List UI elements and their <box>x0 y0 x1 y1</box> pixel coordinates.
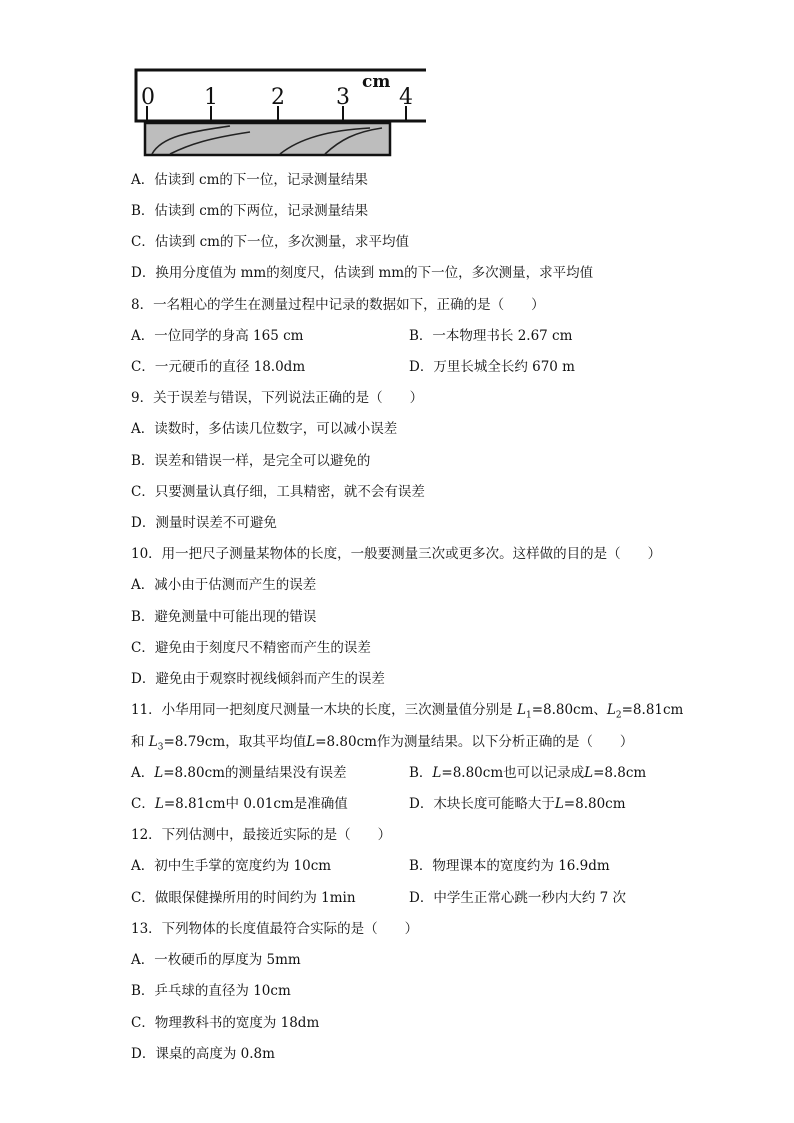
ruler-label-0: 0 <box>141 85 155 110</box>
q8-option-b: B．一本物理书长 2.67 cm <box>409 328 573 344</box>
q7-option-d: D．换用分度值为 mm的刻度尺，估读到 mm的下一位，多次测量，求平均值 <box>131 265 594 281</box>
q11-option-c: C．L=8.81cm中 0.01cm是准确值 <box>131 796 348 812</box>
q13-option-c: C．物理教科书的宽度为 18dm <box>131 1015 320 1031</box>
q7-option-b: B．估读到 cm的下两位，记录测量结果 <box>131 203 369 219</box>
q7-option-c: C．估读到 cm的下一位，多次测量，求平均值 <box>131 234 409 250</box>
q11-option-d: D．木块长度可能略大于L=8.80cm <box>409 796 626 812</box>
q12-option-c: C．做眼保健操所用的时间约为 1min <box>131 890 356 906</box>
q11-option-b: B．L=8.80cm也可以记录成L=8.8cm <box>409 765 647 781</box>
q12-stem: 12．下列估测中，最接近实际的是（ ） <box>131 827 392 843</box>
q13-option-b: B．乒乓球的直径为 10cm <box>131 983 291 999</box>
q10-option-c: C．避免由于刻度尺不精密而产生的误差 <box>131 640 371 656</box>
ruler-label-3: 3 <box>336 85 350 110</box>
q8-option-d: D．万里长城全长约 670 m <box>409 359 575 375</box>
ruler-label-1: 1 <box>204 85 218 110</box>
q10-option-d: D．避免由于观察时视线倾斜而产生的误差 <box>131 671 385 687</box>
q12-option-a: A．初中生手掌的宽度约为 10cm <box>131 858 332 874</box>
ruler-figure <box>130 66 430 158</box>
q10-option-a: A．减小由于估测而产生的误差 <box>131 577 317 593</box>
q9-option-b: B．误差和错误一样，是完全可以避免的 <box>131 453 371 469</box>
q7-option-a: A．估读到 cm的下一位，记录测量结果 <box>131 172 368 188</box>
q10-stem: 10．用一把尺子测量某物体的长度，一般要测量三次或更多次。这样做的目的是（ ） <box>131 546 662 562</box>
q13-option-d: D．课桌的高度为 0.8m <box>131 1046 275 1062</box>
wood-block <box>145 123 390 155</box>
q9-option-c: C．只要测量认真仔细，工具精密，就不会有误差 <box>131 484 425 500</box>
q11-stem-line1: 11．小华用同一把刻度尺测量一木块的长度，三次测量值分别是 $L_1=8.80cm$、$L_2=8.81cm$ <box>131 702 684 721</box>
q9-option-d: D．测量时误差不可避免 <box>131 515 277 531</box>
q13-stem: 13．下列物体的长度值最符合实际的是（ ） <box>131 921 419 937</box>
q12-option-d: D．中学生正常心跳一秒内大约 7 次 <box>409 890 626 906</box>
q10-option-b: B．避免测量中可能出现的错误 <box>131 609 317 625</box>
ruler-label-2: 2 <box>271 85 285 110</box>
q12-option-b: B．物理课本的宽度约为 16.9dm <box>409 858 610 874</box>
ruler-label-4: 4 <box>399 85 413 110</box>
q11-stem-line2: 和 $L_3=8.79cm$，取其平均值L=8.80cm作为测量结果。以下分析正确的是（ ） <box>131 734 634 753</box>
q9-option-a: A．读数时，多估读几位数字，可以减小误差 <box>131 421 398 437</box>
ruler-unit: cm <box>362 72 391 92</box>
q13-option-a: A．一枚硬币的厚度为 5mm <box>131 952 301 968</box>
q11-option-a: A．L=8.80cm的测量结果没有误差 <box>131 765 347 781</box>
q8-stem: 8．一名粗心的学生在测量过程中记录的数据如下，正确的是（ ） <box>131 297 545 313</box>
q8-option-c: C．一元硬币的直径 18.0dm <box>131 359 306 375</box>
q8-option-a: A．一位同学的身高 165 cm <box>131 328 304 344</box>
q9-stem: 9．关于误差与错误，下列说法正确的是（ ） <box>131 390 424 406</box>
